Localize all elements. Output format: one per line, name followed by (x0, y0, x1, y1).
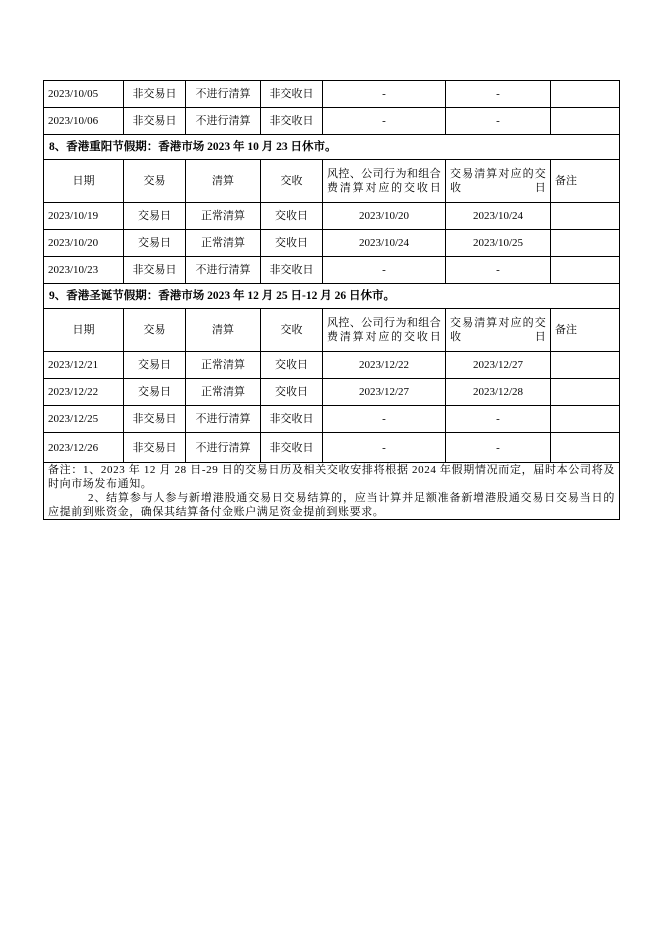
note-1: 备注：1、2023 年 12 月 28 日-29 日的交易日历及相关交收安排将根据 2024 年假期情况而定，届时本公司将及时向市场发布通知。 (48, 464, 615, 490)
table-row (44, 81, 620, 108)
trade-cell: 非交易日 (124, 108, 186, 135)
date-cell: 2023/10/20 (44, 230, 124, 257)
settle-cell: 交收日 (261, 203, 323, 230)
clear-settle-day-cell: - (446, 406, 551, 433)
date-cell: 2023/10/23 (44, 257, 124, 284)
header-settle: 交收 (261, 309, 323, 352)
trade-cell: 非交易日 (124, 406, 186, 433)
header-risk-settle-day: 风控、公司行为和组合费清算对应的交收日 (323, 160, 446, 203)
risk-settle-day-cell: 2023/10/20 (323, 203, 446, 230)
clear-cell: 正常清算 (186, 230, 261, 257)
clear-settle-day-cell: - (446, 81, 551, 108)
section-heading-row (44, 284, 620, 309)
clear-settle-day-cell: 2023/10/25 (446, 230, 551, 257)
section-9-title: 9、香港圣诞节假期：香港市场 2023 年 12 月 25 日-12 月 26 日休市。 (44, 284, 620, 309)
clear-settle-day-cell: 2023/12/27 (446, 352, 551, 379)
clear-cell: 不进行清算 (186, 257, 261, 284)
header-clear-settle-day: 交易清算对应的交收日 (446, 309, 551, 352)
clear-cell: 不进行清算 (186, 406, 261, 433)
trade-cell: 非交易日 (124, 257, 186, 284)
remark-cell (551, 257, 620, 284)
clear-settle-day-cell: - (446, 433, 551, 463)
date-cell: 2023/10/05 (44, 81, 124, 108)
risk-settle-day-cell: 2023/12/22 (323, 352, 446, 379)
settle-cell: 交收日 (261, 230, 323, 257)
trade-cell: 交易日 (124, 352, 186, 379)
clear-settle-day-cell: - (446, 108, 551, 135)
risk-settle-day-cell: - (323, 257, 446, 284)
header-remark: 备注 (551, 309, 620, 352)
table-header-row (44, 309, 620, 352)
clear-settle-day-cell: 2023/12/28 (446, 379, 551, 406)
trade-cell: 交易日 (124, 230, 186, 257)
risk-settle-day-cell: - (323, 406, 446, 433)
trade-cell: 交易日 (124, 203, 186, 230)
settle-cell: 非交收日 (261, 257, 323, 284)
remark-cell (551, 108, 620, 135)
section-8-title: 8、香港重阳节假期：香港市场 2023 年 10 月 23 日休市。 (44, 135, 620, 160)
date-cell: 2023/10/19 (44, 203, 124, 230)
table-row (44, 406, 620, 433)
table-row (44, 203, 620, 230)
trade-cell: 交易日 (124, 379, 186, 406)
date-cell: 2023/12/25 (44, 406, 124, 433)
clear-cell: 正常清算 (186, 203, 261, 230)
notes-cell (44, 463, 620, 520)
settle-cell: 交收日 (261, 352, 323, 379)
risk-settle-day-cell: - (323, 433, 446, 463)
settle-cell: 交收日 (261, 379, 323, 406)
header-trade: 交易 (124, 309, 186, 352)
settle-cell: 非交收日 (261, 433, 323, 463)
remark-cell (551, 406, 620, 433)
trade-cell: 非交易日 (124, 81, 186, 108)
remark-cell (551, 433, 620, 463)
date-cell: 2023/10/06 (44, 108, 124, 135)
date-cell: 2023/12/22 (44, 379, 124, 406)
remark-cell (551, 352, 620, 379)
settle-cell: 非交收日 (261, 108, 323, 135)
risk-settle-day-cell: 2023/10/24 (323, 230, 446, 257)
clear-settle-day-cell: 2023/10/24 (446, 203, 551, 230)
remark-cell (551, 379, 620, 406)
table-row (44, 352, 620, 379)
clear-cell: 不进行清算 (186, 81, 261, 108)
clear-cell: 正常清算 (186, 379, 261, 406)
table-row (44, 257, 620, 284)
notes-row (44, 463, 620, 520)
settle-cell: 非交收日 (261, 406, 323, 433)
date-cell: 2023/12/21 (44, 352, 124, 379)
header-trade: 交易 (124, 160, 186, 203)
risk-settle-day-cell: - (323, 108, 446, 135)
section-heading-row (44, 135, 620, 160)
remark-cell (551, 81, 620, 108)
table-row (44, 379, 620, 406)
remark-cell (551, 230, 620, 257)
header-risk-settle-day: 风控、公司行为和组合费清算对应的交收日 (323, 309, 446, 352)
settle-cell: 非交收日 (261, 81, 323, 108)
table-row (44, 108, 620, 135)
date-cell: 2023/12/26 (44, 433, 124, 463)
header-clear: 清算 (186, 309, 261, 352)
header-remark: 备注 (551, 160, 620, 203)
remark-cell (551, 203, 620, 230)
risk-settle-day-cell: 2023/12/27 (323, 379, 446, 406)
risk-settle-day-cell: - (323, 81, 446, 108)
header-clear-settle-day: 交易清算对应的交收日 (446, 160, 551, 203)
clear-cell: 不进行清算 (186, 108, 261, 135)
trade-cell: 非交易日 (124, 433, 186, 463)
table-header-row (44, 160, 620, 203)
header-clear: 清算 (186, 160, 261, 203)
note-2: 2、结算参与人参与新增港股通交易日交易结算的，应当计算并足额准备新增港股通交易日交易当日的应提前到账资金，确保其结算备付金账户满足资金提前到账要求。 (48, 492, 615, 518)
header-date: 日期 (44, 160, 124, 203)
header-date: 日期 (44, 309, 124, 352)
holiday-settlement-table (43, 80, 620, 520)
clear-cell: 不进行清算 (186, 433, 261, 463)
clear-settle-day-cell: - (446, 257, 551, 284)
table-row (44, 230, 620, 257)
header-settle: 交收 (261, 160, 323, 203)
clear-cell: 正常清算 (186, 352, 261, 379)
table-row (44, 433, 620, 463)
